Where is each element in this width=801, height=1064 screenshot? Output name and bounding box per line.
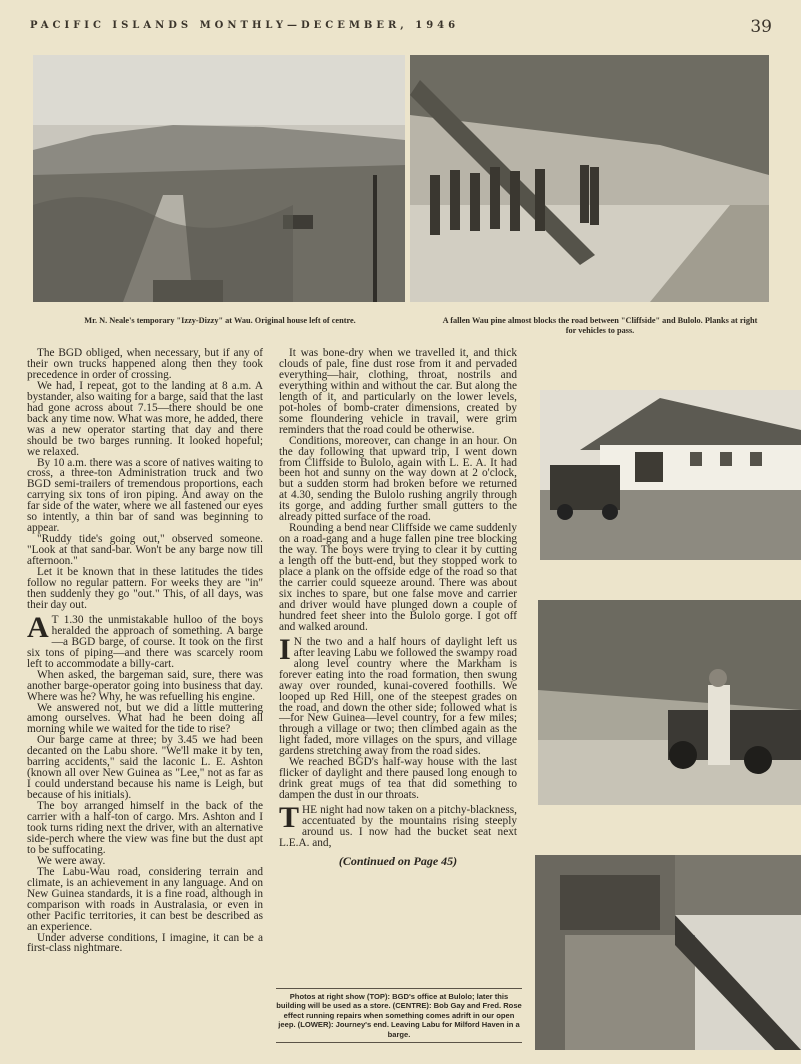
paragraph: Under adverse conditions, I imagine, it can be a first-class nightmare. [27, 931, 263, 955]
article-column-2 [279, 348, 517, 867]
paragraph: Rounding a bend near Cliffside we came suddenly on a road-gang and a huge fallen pine tree blocking the way. The boys were trying to clear it by cutting a length off the butt-end, but they stopped work to place a plank on the offside edge of the road so that the carrier could squeeze around. There was about six inches to spare, but one false move and carrier and driver would have plunged down a couple of hundred feet sheer into the Bulolo gorge. I got off and walked around. [279, 522, 517, 633]
article-column-1 [27, 348, 263, 954]
paragraph: We reached BGD's half-way house with the last flicker of daylight and there paused long enough to drink great mugs of tea that did something to dampen the dust in our throats. [279, 756, 517, 802]
paragraph: Our barge came at three; by 3.45 we had been decanted on the Labu shore. "We'll make it by ten, barring accidents," said the laconic L. E. Ashton (known all over New Guinea as "Lee," not as far as I could understand because his name is Leigh, but because of his initials). [27, 734, 263, 802]
drop-cap: I [279, 632, 291, 666]
paragraph: We were away. [37, 854, 106, 867]
photo-caption-top-right: A fallen Wau pine almost blocks the road between "Cliffside" and Bulolo. Planks at right for vehicles to pass. [442, 316, 758, 335]
running-header [30, 17, 772, 46]
paragraph-text: HE night had now taken on a pitchy-blackness, accentuated by the mountains rising steeply around us. I now had the bucket seat next L.E.A. and, [279, 804, 517, 849]
drop-cap: T [279, 801, 300, 835]
paragraph-text: T 1.30 the unmistakable hulloo of the boys heralded the approach of something. A barge—a BGD barge, of course. It took on the first six tons of piping—and there was scarcely room left to accommodate a billy-cart. [27, 613, 263, 670]
page-number: 39 [750, 17, 772, 37]
building-photo [540, 390, 801, 560]
drop-cap: A [27, 610, 49, 644]
photo-caption-top-left: Mr. N. Neale's temporary "Izzy-Dizzy" at Wau. Original house left of centre. [84, 316, 356, 325]
section-paragraph [27, 610, 263, 670]
running-title: PACIFIC ISLANDS MONTHLY—DECEMBER, 1946 [30, 20, 460, 31]
paragraph: "Ruddy tide's going out," observed someone. "Look at that sand-bar. Won't be any barge now till afternoon." [27, 533, 263, 568]
section-paragraph [279, 632, 517, 758]
photo-caption-box: Photos at right show (TOP): BGD's office at Bulolo; later this building will be used as a store. (CENTRE): Bob Gay and Fred. Rose effect running repairs when something comes adrift in our open jeep. (LOWER): Journey's end. Leaving Labu for Milford Haven in a barge. [276, 988, 522, 1043]
paragraph: Conditions, moreover, can change in an hour. On the day following that upward trip, I went down from Cliffside to Bulolo, again with L. E. A. It had been hot and sunny on the way down at 2 o'clock, but a sudden storm had broken before we returned at 4.30, sending the Bulolo rushing angrily through its gorge, and adding further small gutters to the already pitted surface of the road. [279, 434, 517, 524]
paragraph: The BGD obliged, when necessary, but if any of their own trucks happened along then they took precedence in order of crossing. [27, 347, 263, 381]
paragraph: The Labu-Wau road, considering terrain and climate, is an achievement in any language. And on New Guinea standards, it is a fine road, although in comparison with roads in Australasia, or even in other Pacific territories, it can best be described as an experience. [27, 865, 263, 933]
paragraph: By 10 a.m. there was a score of natives waiting to cross, a three-ton Administration truck and two BGD semi-trailers of tremendous proportions, each carrying six tons of iron piping. And away on the far side of the water, where we all fastened our eyes so intently, a thin bar of sand was beginning to appear. [27, 456, 263, 535]
paragraph: It was bone-dry when we travelled it, and thick clouds of pale, fine dust rose from it and pervaded everything—hair, clothing, throat, nostrils and everything within and without the car. But along the length of it, and particularly on the lower levels, pot-holes of bomb-crater dimensions, created by some floundering vehicle in travail, were grim reminders that the road could be otherwise. [279, 347, 517, 436]
paragraph-text: N the two and a half hours of daylight left us after leaving Labu we followed the swampy road along level country where the Markham is forever eating into the road formation, then swung away over rounded, kunai-covered foothills. We looped up Red Hill, one of the steepest grades on the road, and down the other side; followed what is—for New Guinea—level country, for a few miles; through a village or two; then climbed again as the light faded, more villages on the spurs, and village gardens stretching away from the road sides. [279, 635, 517, 758]
paragraph: The boy arranged himself in the back of the carrier with a half-ton of cargo. Mrs. Ashton and I took turns riding next the driver, with an alternative side-perch where the view was fine but the dust apt to be suffocating. [27, 800, 263, 856]
paragraph: We answered not, but we did a little muttering among ourselves. What had he been doing all morning while we waited for the tide to rise? [27, 701, 263, 736]
continued-note: (Continued on Page 45) [338, 853, 458, 868]
paragraph: When asked, the bargeman said, sure, there was another barge-operator going into business that day. Where was he? Why, he was refuelling his engine. [27, 668, 263, 703]
paragraph: Let it be known that in these latitudes the tides follow no regular pattern. For weeks they are "in" then suddenly they go "out." This, of all days, was their day out. [27, 566, 263, 611]
jeep-photo [538, 600, 801, 805]
paragraph: We had, I repeat, got to the landing at 8 a.m. A bystander, also waiting for a barge, said that the last had gone across about 7.15—there should be one back any time now. What was more, he added, there was a new operator starting that day and there should be two barges running. It looked hopeful; we relaxed. [27, 379, 263, 458]
section-paragraph [279, 801, 517, 849]
barge-photo [535, 855, 801, 1050]
landscape-photo [33, 55, 405, 302]
road-photo [410, 55, 769, 302]
